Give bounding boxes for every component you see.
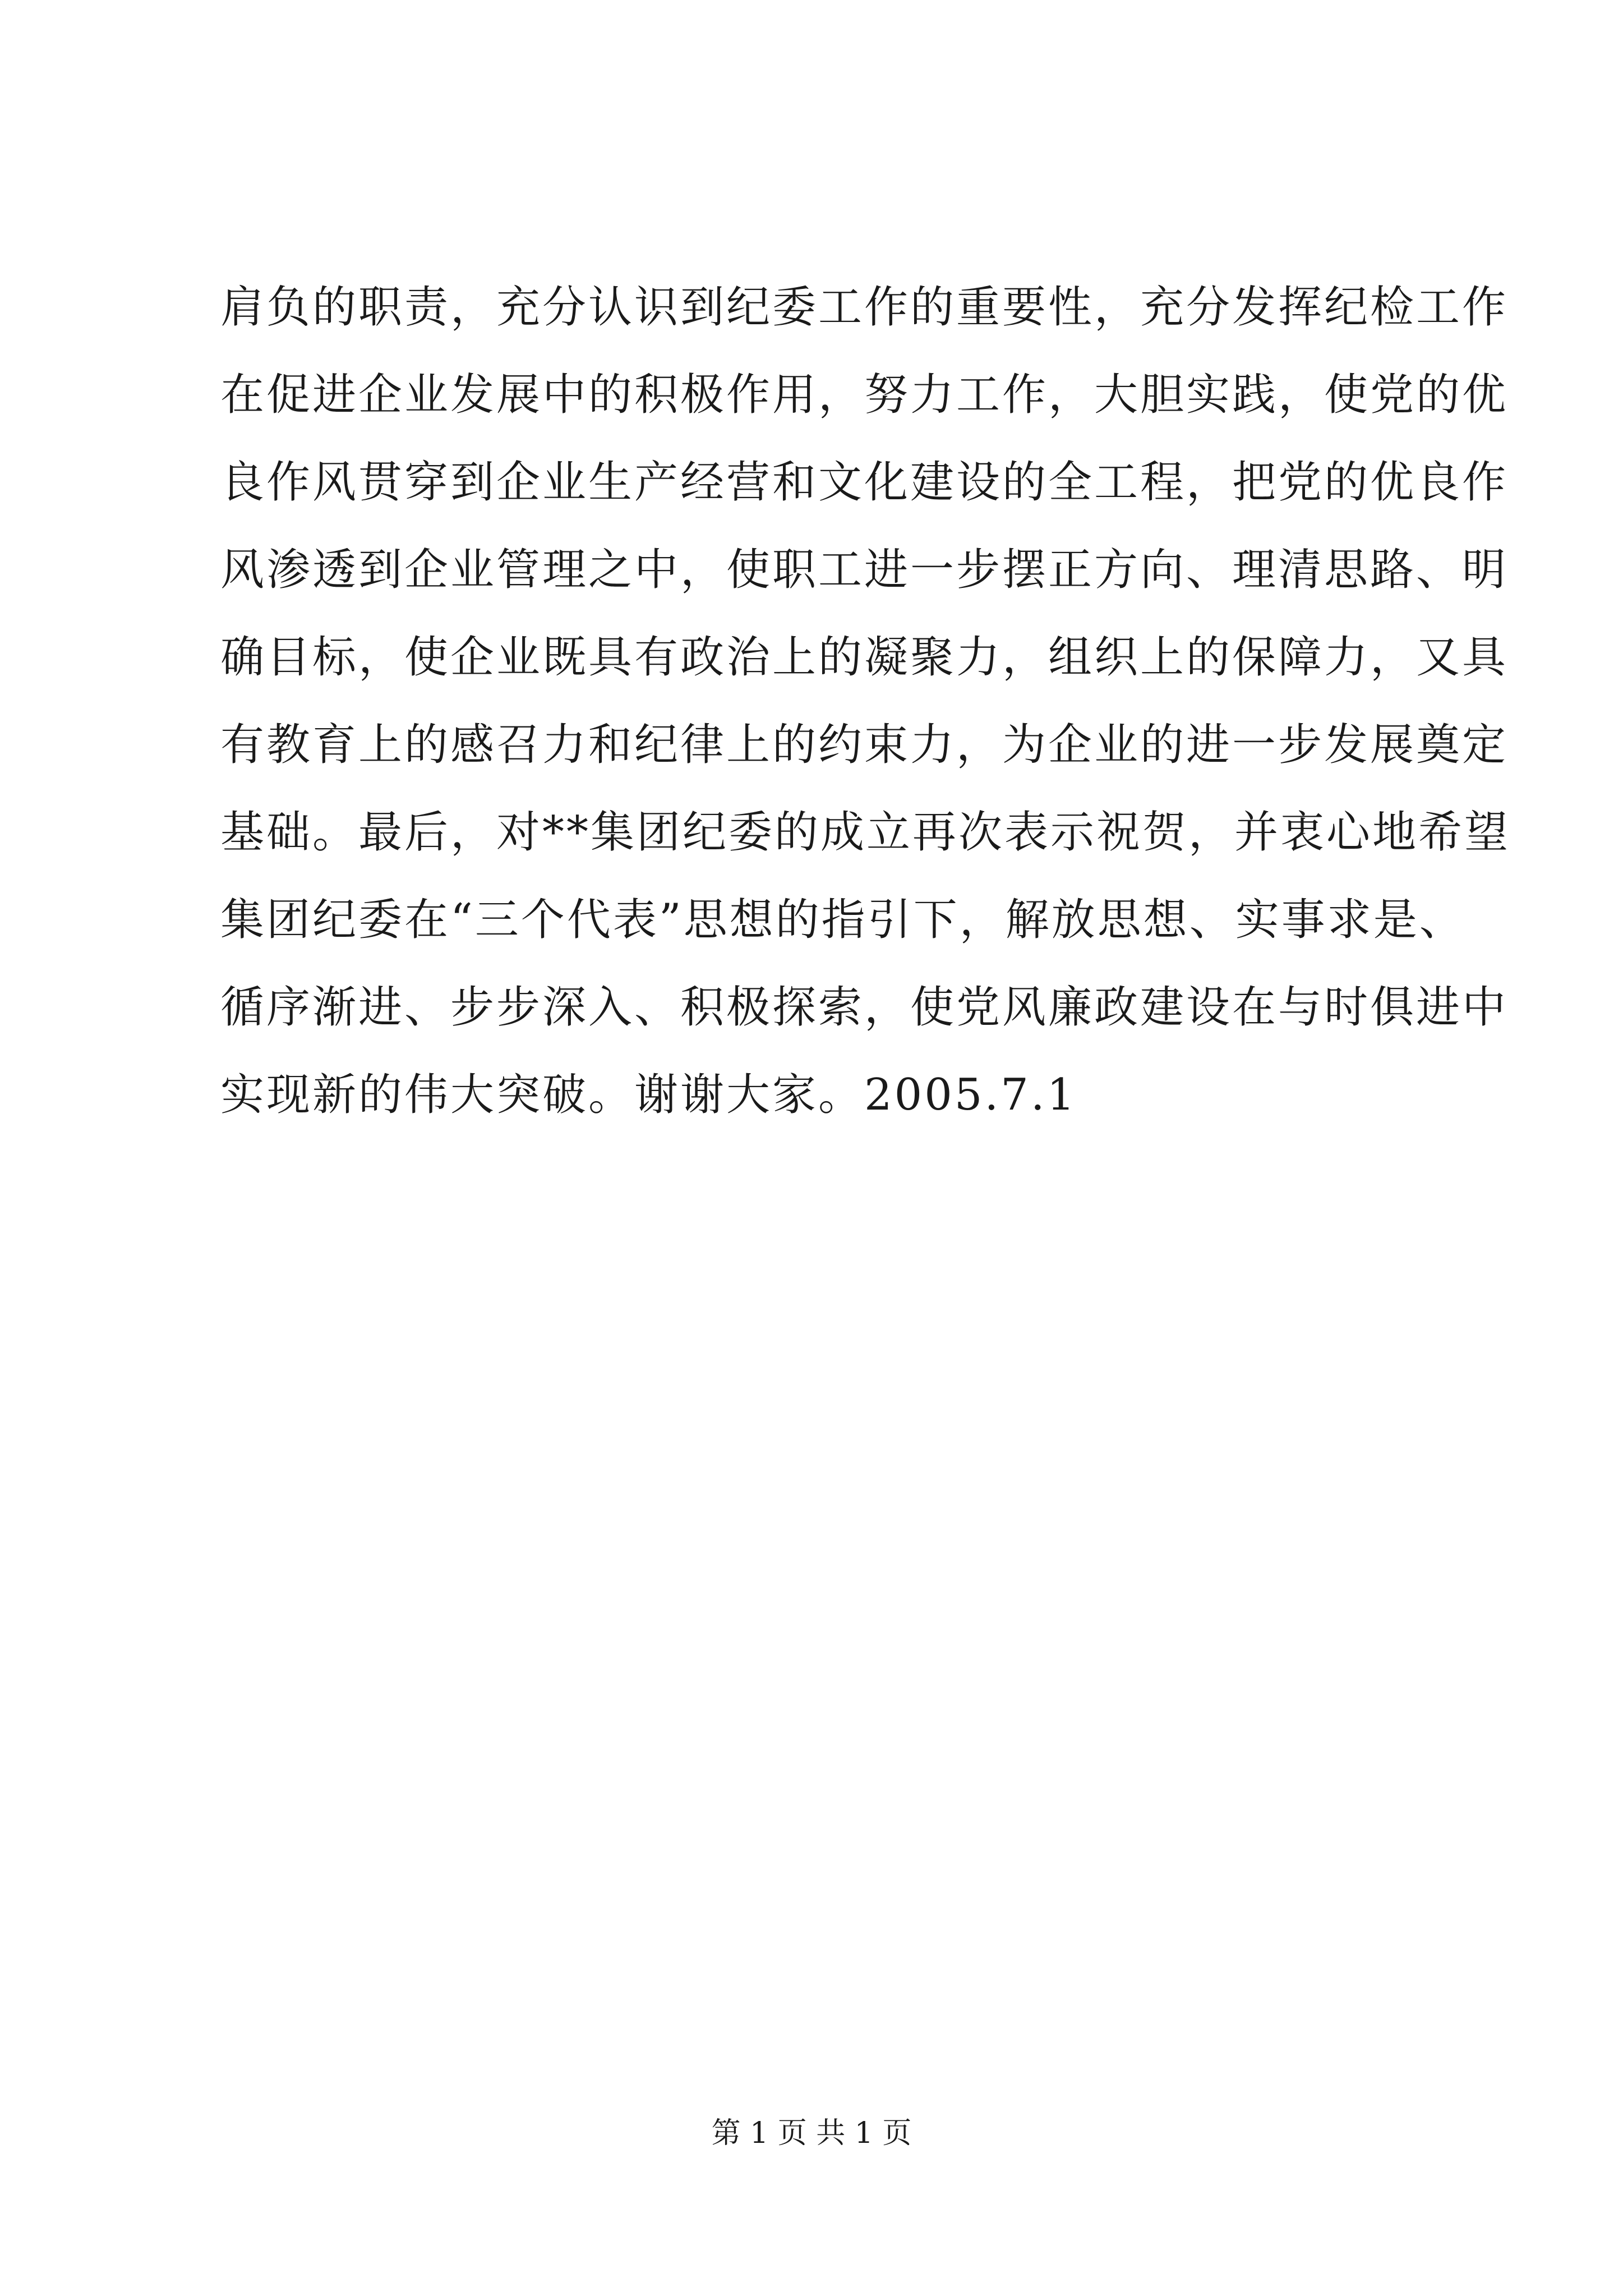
body-paragraph [220,264,1511,1139]
page-number-indicator: 第 1 页 共 1 页 [711,2116,912,2150]
text-line: 确目标，使企业既具有政治上的凝聚力，组织上的保障力，又具 [220,632,1509,683]
text-line: 良作风贯穿到企业生产经营和文化建设的全工程，把党的优良作 [220,457,1509,508]
text-line: 在促进企业发展中的积极作用，努力工作，大胆实践，使党的优 [220,370,1509,420]
text-line: 风渗透到企业管理之中，使职工进一步摆正方向、理清思路、明 [220,545,1509,595]
text-line: 实现新的伟大突破。谢谢大家。2005.7.1 [220,1070,1077,1120]
text-line: 循序渐进、步步深入、积极探索，使党风廉政建设在与时俱进中 [220,982,1509,1033]
text-line: 有教育上的感召力和纪律上的约束力，为企业的进一步发展奠定 [220,720,1509,770]
page-footer [0,2114,1623,2153]
text-line: 集团纪委在“三个代表”思想的指引下，解放思想、实事求是、 [220,895,1465,945]
text-line: 肩负的职责，充分认识到纪委工作的重要性，充分发挥纪检工作 [220,282,1509,333]
text-line: 基础。最后，对**集团纪委的成立再次表示祝贺，并衷心地希望 [220,807,1511,858]
